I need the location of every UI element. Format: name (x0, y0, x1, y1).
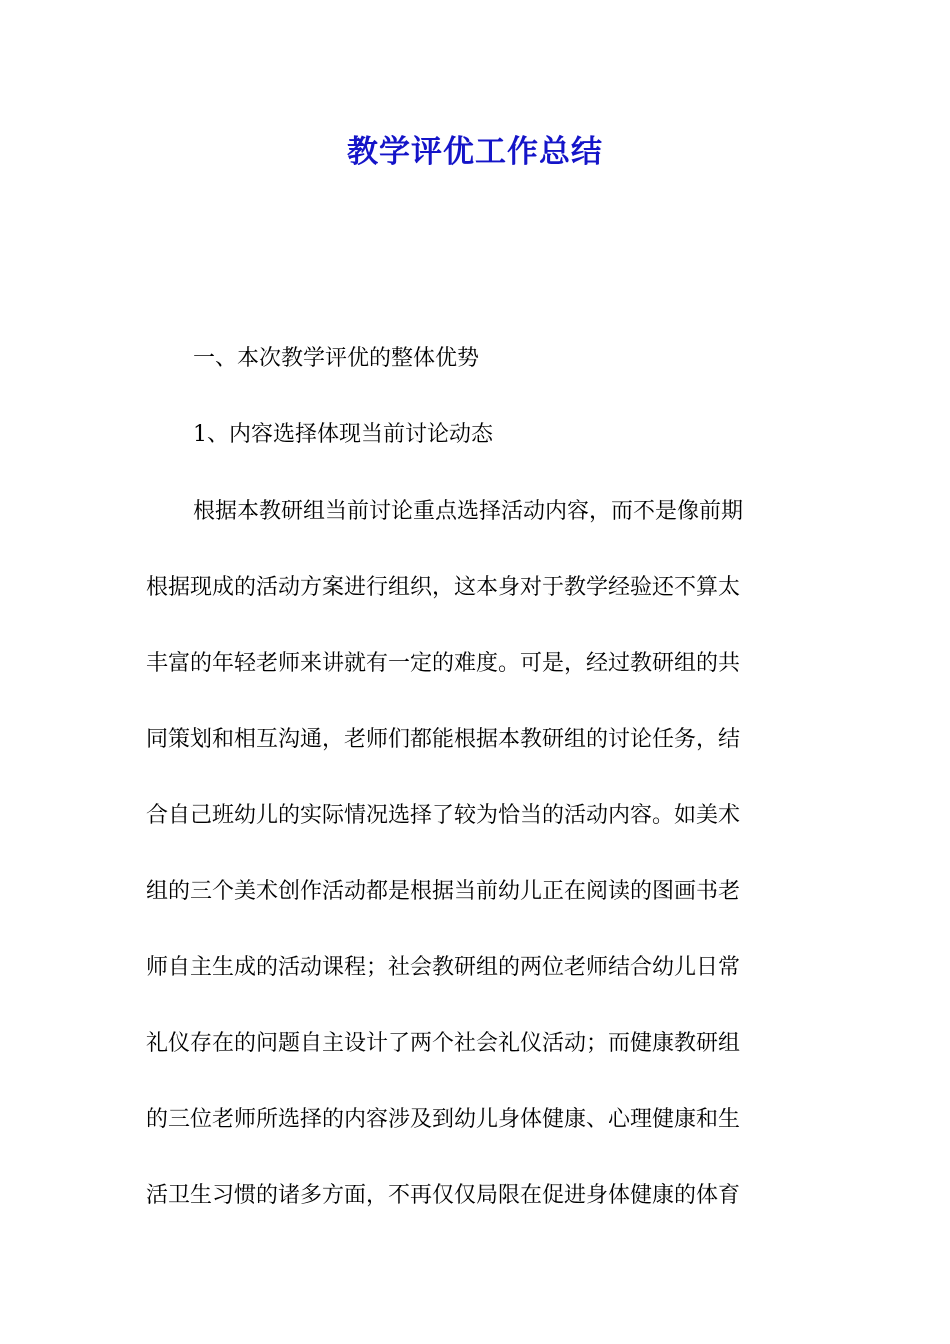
body-paragraph (146, 476, 806, 1236)
paragraph-line: 根据本教研组当前讨论重点选择活动内容，而不是像前期 (193, 499, 744, 524)
subsection-heading: 1、内容选择体现当前讨论动态 (193, 422, 493, 447)
paragraph-line: 组的三个美术创作活动都是根据当前幼儿正在阅读的图画书老 (146, 879, 741, 904)
document-title: 教学评优工作总结 (347, 134, 603, 170)
paragraph-line: 同策划和相互沟通，老师们都能根据本教研组的讨论任务，结 (146, 727, 741, 752)
paragraph-line: 合自己班幼儿的实际情况选择了较为恰当的活动内容。如美术 (146, 803, 741, 828)
paragraph-line: 丰富的年轻老师来讲就有一定的难度。可是，经过教研组的共 (146, 651, 741, 676)
paragraph-line: 师自主生成的活动课程；社会教研组的两位老师结合幼儿日常 (146, 955, 741, 980)
paragraph-line: 活卫生习惯的诸多方面，不再仅仅局限在促进身体健康的体育 (146, 1183, 741, 1208)
section-heading: 一、本次教学评优的整体优势 (193, 346, 480, 371)
paragraph-line: 根据现成的活动方案进行组织，这本身对于教学经验还不算太 (146, 575, 741, 600)
paragraph-line: 礼仪存在的问题自主设计了两个社会礼仪活动；而健康教研组 (146, 1031, 741, 1056)
paragraph-line: 的三位老师所选择的内容涉及到幼儿身体健康、心理健康和生 (146, 1107, 741, 1132)
